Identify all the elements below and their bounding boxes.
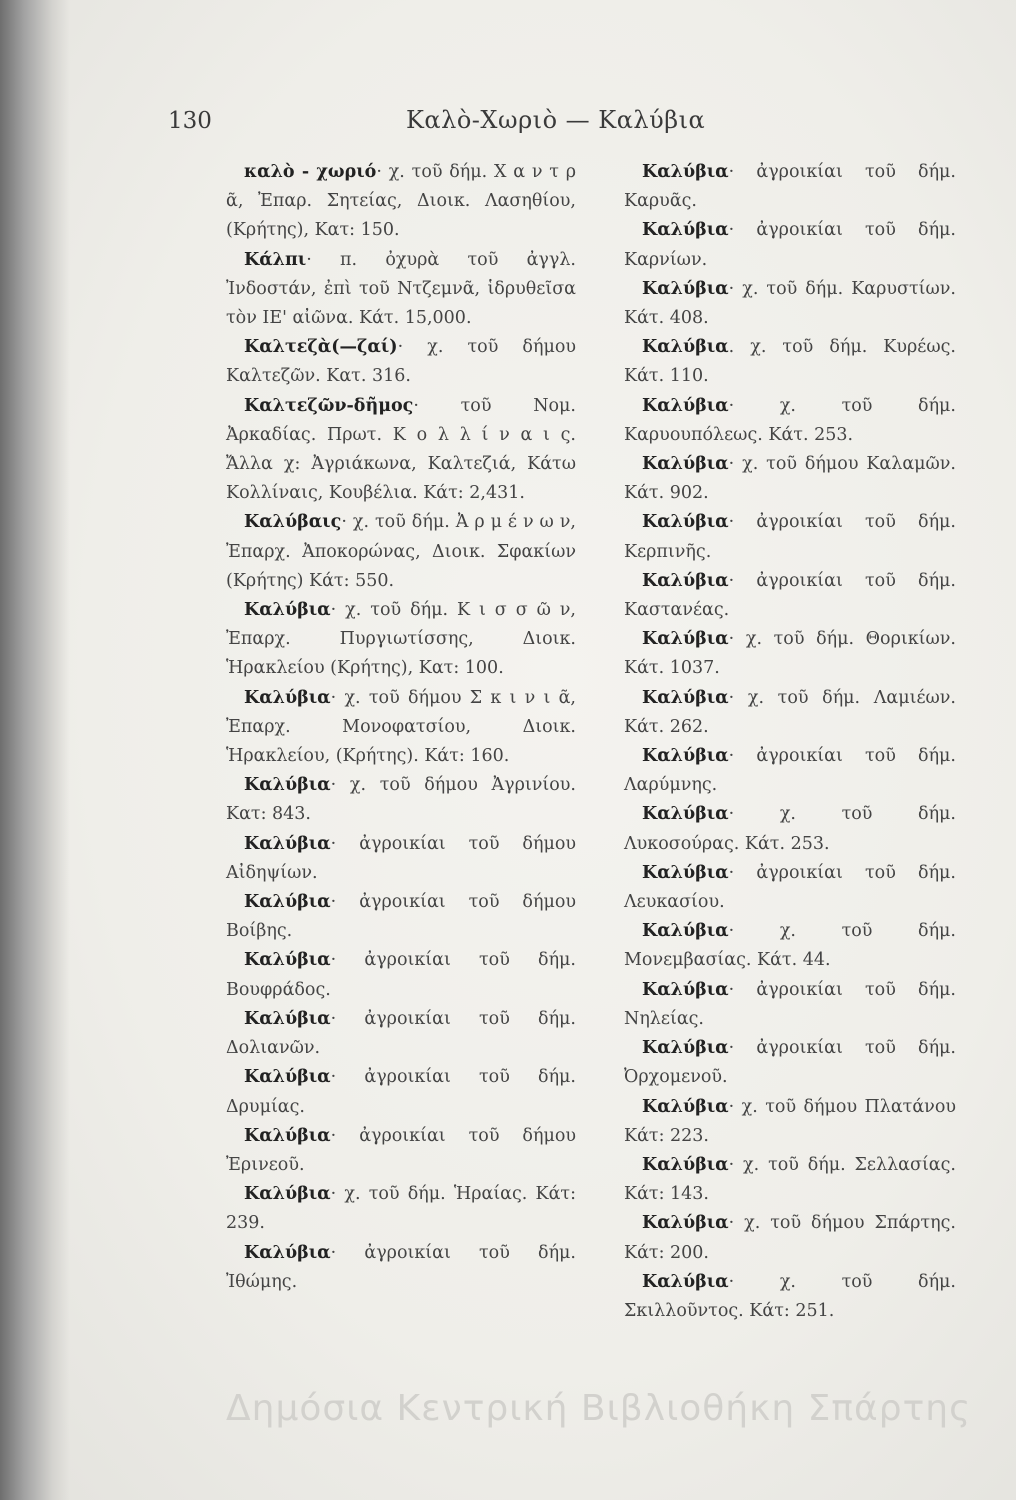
entry-headword: Καλύβια [642,570,729,591]
entry-headword: Καλύβια [642,746,729,767]
entry-headword: Καλύβια [244,892,331,913]
dictionary-entry [624,742,956,800]
entry-text: · χ. τοῦ δήμ. Σελλασίας. Κάτ: 143. [624,1154,956,1205]
entry-text: · χ. τοῦ δήμ. Μονεμβασίας. Κάτ. 44. [624,921,956,971]
entry-text: · ἀγροικίαι τοῦ δήμου Αἰδηψίων. [226,833,576,883]
entry-headword: Καλτεζῶν-δῆμος [244,395,414,416]
dictionary-entry [624,450,956,508]
page-header [168,102,808,142]
entry-text: · ἀγροικίαι τοῦ δήμ. Καστανέας. [624,570,956,621]
entry-headword: Καλύβια [642,862,729,883]
dictionary-entry [226,888,576,946]
entry-headword: Καλύβια [642,454,729,475]
entry-text: · ἀγροικίαι τοῦ δήμ. Λαρύμνης. [624,746,956,796]
entry-text: · χ. τοῦ δήμ. Θορικίων. Κάτ. 1037. [624,629,956,679]
dictionary-entry [624,1034,956,1092]
dictionary-entry [226,830,576,888]
entry-text: · ἀγροικίαι τοῦ δήμου Βοίβης. [226,892,576,942]
entry-text: · χ. τοῦ δήμ. Χ α ν τ ρ ᾶ, Ἐπαρ. Σητείας, Διοικ. Λασηθίου, (Κρήτης), Κατ: 150. [226,162,576,241]
entry-headword: Καλύβια [642,395,729,416]
entry-text: · ἀγροικίαι τοῦ δήμ. Δρυμίας. [226,1067,576,1117]
entry-headword: Καλύβια [642,804,729,825]
entry-text: · χ. τοῦ δήμ. Καρυουπόλεως. Κάτ. 253. [624,395,956,445]
entry-text: · χ. τοῦ δήμου Καλαμῶν. Κάτ. 902. [624,454,956,504]
entry-headword: καλὸ - χωριό [244,162,377,182]
dictionary-entry [226,684,576,772]
entry-text: · ἀγροικίαι τοῦ δήμ. Ἰθώμης. [226,1242,576,1292]
dictionary-entry [226,946,576,1004]
dictionary-entry [226,771,576,829]
entry-headword: Καλύβια [244,1184,331,1205]
entry-headword: Καλύβια [244,1008,331,1029]
dictionary-entry [624,508,956,566]
dictionary-entry [624,275,956,333]
dictionary-entry [226,1122,576,1180]
dictionary-entry [624,684,956,742]
book-binding-shadow [0,0,70,1500]
entry-headword: Καλύβια [642,1096,729,1117]
dictionary-entry [226,1005,576,1063]
entry-headword: Καλύβια [244,1067,331,1088]
dictionary-entry [624,976,956,1034]
dictionary-entry [624,917,956,975]
entry-headword: Καλύβια [244,1242,331,1263]
dictionary-entry [226,1239,576,1297]
dictionary-entry [624,1209,956,1267]
dictionary-entry [226,392,576,509]
dictionary-entry [624,800,956,858]
entry-text: · χ. τοῦ δήμου Σπάρτης. Κάτ: 200. [624,1213,956,1263]
dictionary-entry [624,859,956,917]
entry-text: · χ. τοῦ δήμ. Λαμιέων. Κάτ. 262. [624,687,956,737]
entry-text: · χ. τοῦ δήμ. Κ ι σ σ ῶ ν, Ἐπαρχ. Πυργιωτίσσης, Διοικ. Ἡρακλείου (Κρήτης), Κατ: 100. [226,600,576,679]
entry-text: · χ. τοῦ δήμ. Ἀ ρ μ έ ν ω ν, Ἐπαρχ. Ἀποκορώνας, Διοικ. Σφακίων (Κρήτης) Κάτ: 550. [226,512,576,591]
running-title: Καλὸ-Χωριὸ — Καλύβια [406,106,706,134]
entry-headword: Καλύβια [642,1213,729,1234]
right-column [624,158,956,1326]
entry-text: · ἀγροικίαι τοῦ δήμου Ἐρινεοῦ. [226,1125,576,1175]
dictionary-entry [226,1180,576,1238]
entry-text: · χ. τοῦ δήμου Ἀγρινίου. Κατ: 843. [226,775,576,825]
dictionary-entry [226,333,576,391]
entry-text: · τοῦ Νομ. Ἀρκαδίας. Πρωτ. Κ ο λ λ ί ν α ι ς. Ἄλλα χ: Ἀγριάκωνα, Καλτεζιά, Κάτω Κολλίναις, Κουβέλια. Κάτ: 2,431. [226,395,576,504]
entry-headword: Καλύβια [244,833,331,854]
dictionary-entry [226,596,576,684]
entry-headword: Καλύβια [244,950,331,971]
entry-headword: Καλύβια [642,220,729,241]
dictionary-entry [624,333,956,391]
entry-text: · χ. τοῦ δήμ. Καρυστίων. Κάτ. 408. [624,278,956,329]
dictionary-entry [624,392,956,450]
entry-text: · ἀγροικίαι τοῦ δήμ. Ὀρχομενοῦ. [624,1038,956,1088]
entry-headword: Καλύβια [642,512,729,533]
entry-text: · χ. τοῦ δήμ. Λυκοσούρας. Κάτ. 253. [624,804,956,854]
entry-headword: Καλύβια [642,337,729,358]
entry-text: · χ. τοῦ δήμ. Σκιλλοῦντος. Κάτ: 251. [624,1271,956,1321]
entry-headword: Καλύβια [642,979,729,1000]
entry-headword: Καλύβια [642,1271,729,1292]
entry-text: · ἀγροικίαι τοῦ δήμ. Νηλείας. [624,979,956,1029]
dictionary-entry [624,625,956,683]
entry-headword: Καλύβια [642,1154,729,1175]
entry-headword: Καλύβια [642,629,729,650]
entry-headword: Καλύβια [642,1038,729,1059]
entry-headword: Καλύβια [642,278,729,299]
entry-headword: Καλύβια [642,162,729,182]
entry-text: · χ. τοῦ δήμου Πλατάνου Κάτ: 223. [624,1096,956,1146]
dictionary-entry [624,1151,956,1209]
entry-text: · ἀγροικίαι τοῦ δήμ. Κερπινῆς. [624,512,956,562]
entry-text: · ἀγροικίαι τοῦ δήμ. Δολιανῶν. [226,1008,576,1059]
entry-text: · ἀγροικίαι τοῦ δήμ. Καρνίων. [624,220,956,270]
library-watermark: Δημόσια Κεντρική Βιβλιοθήκη Σπάρτης [226,1388,972,1429]
entry-headword: Καλύβαις [244,512,342,533]
entry-text: · ἀγροικίαι τοῦ δήμ. Καρυᾶς. [624,162,956,212]
dictionary-entry [226,246,576,334]
dictionary-entry [226,1063,576,1121]
dictionary-entry [624,1093,956,1151]
entry-text: · χ. τοῦ δήμου Σ κ ι ν ι ᾶ, Ἐπαρχ. Μονοφατσίου, Διοικ. Ἡρακλείου, (Κρήτης). Κάτ: 160. [226,687,576,767]
entry-text: . χ. τοῦ δήμ. Κυρέως. Κάτ. 110. [624,337,956,387]
dictionary-entry [226,508,576,596]
dictionary-entry [624,567,956,625]
entry-headword: Καλτεζὰ(—ζαί) [244,337,398,358]
dictionary-entry [624,158,956,216]
entry-text: · ἀγροικίαι τοῦ δήμ. Λευκασίου. [624,862,956,913]
entry-headword: Καλύβια [642,921,729,942]
entry-text: · χ. τοῦ δήμ. Ἡραίας. Κάτ: 239. [226,1184,576,1234]
entry-headword: Καλύβια [244,600,331,621]
dictionary-entry [624,1268,956,1326]
left-column [226,158,576,1297]
page-number: 130 [168,108,212,134]
entry-text: · ἀγροικίαι τοῦ δήμ. Βουφράδος. [226,950,576,1000]
entry-headword: Καλύβια [244,1125,331,1146]
dictionary-entry [226,158,576,246]
entry-text: · χ. τοῦ δήμου Καλτεζῶν. Κατ. 316. [226,337,576,387]
entry-headword: Καλύβια [244,687,331,708]
entry-text: · π. ὀχυρὰ τοῦ ἀγγλ. Ἰνδοστάν, ἐπὶ τοῦ Ντζεμνᾶ, ἱδρυθεῖσα τὸν ΙΕ' αἰῶνα. Κάτ. 15,000. [226,249,576,329]
dictionary-entry [624,216,956,274]
entry-headword: Καλύβια [642,687,729,708]
entry-headword: Κάλπι [244,249,307,270]
entry-headword: Καλύβια [244,775,331,796]
